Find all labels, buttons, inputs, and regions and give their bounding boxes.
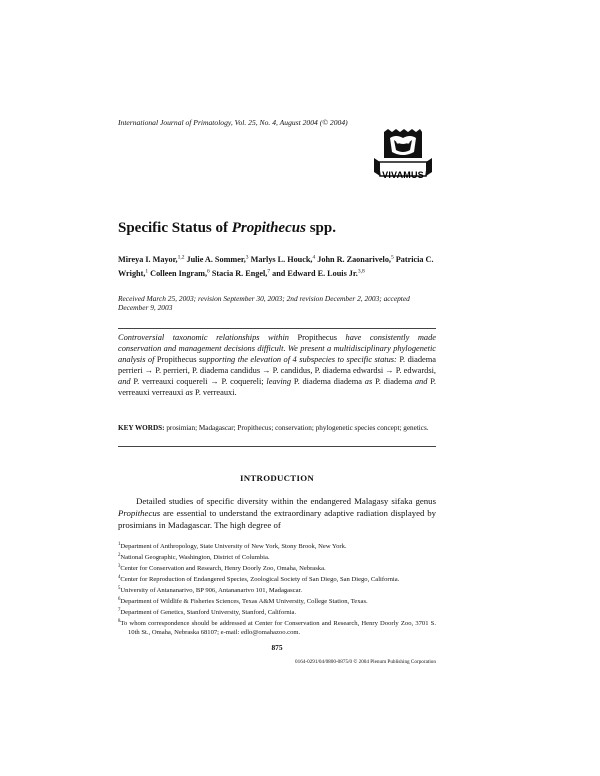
author: Julie A. Sommer,$^3$ [186,254,249,264]
footnote: $^1$Department of Anthropology, State University of New York, Stony Brook, New York. [118,542,347,551]
vivamus-logo-text: VIVAMUS [382,170,424,180]
keywords-label: KEY WORDS: [118,424,165,432]
author-list [118,251,448,280]
author: Stacia R. Engel,$^7$ [211,268,271,279]
footnote: $^7$Department of Genetics, Stanford University, Stanford, California. [118,607,297,617]
abstract-bottom-rule [118,446,436,447]
footnote: $^4$Center for Reproduction of Endangered Species, Zoological Society of San Diego, San Diego, California. [118,574,400,584]
author: Patricia C. Wright,$^1$ [118,254,434,279]
author: Colleen Ingram,$^6$ [150,268,210,279]
abstract: Controversial taxonomic relationships within Propithecus have consistently made conservation and management decisions difficult. We present a multidisciplinary phylogenetic analysis of Propithecus supporting the elevation of 4 subspecies to specific status: P. diadema perrieri → P. perrieri, P. diadema candidus → P. candidus, P. diadema edwardsi → P. edwardsi, and P. verreauxi coquereli → P. coquereli; leaving P. diadema diadema as P. diadema and P. verreauxi verreauxi as P. verreauxi. [118,333,437,397]
copyright-line: 0164-0291/04/0800-0875/0 © 2004 Plenum Publishing Corporation [295,659,436,665]
received-dates: Received March 25, 2003; revision September 30, 2003; 2nd revision December 2, 2003; accepted December 9, 2003 [118,294,410,312]
footnote: $^6$Department of Wildlife & Fisheries Sciences, Texas A&M University, College Station, Texas. [118,596,368,606]
footnote: $^8$To whom correspondence should be addressed at Center for Conservation and Research, Henry Doorly Zoo, 3701 S. 10th St., Omaha, Nebraska 68107; e-mail: edlo@omahazoo.com. [118,618,436,636]
author: Marlys L. Houck,$^4$ [250,254,316,264]
author: and Edward E. Louis Jr.$^{3,8}$ [272,268,365,279]
introduction-paragraph: Detailed studies of specific diversity within the endangered Malagasy sifaka genus Propithecus are essential to understand the extraordinary adaptive radiation displayed by prosimians in Madagascar. The high degree of [118,496,436,530]
article-title: Specific Status of Propithecus spp. [118,220,336,236]
title-genus: Propithecus [231,220,306,236]
author: Mireya I. Mayor,$^{1,2}$ [118,254,185,264]
page-number: 875 [271,643,283,652]
footnote: $^5$University of Antananarivo, BP 906, Antananarivo 101, Madagascar. [118,585,303,595]
section-heading-introduction: INTRODUCTION [240,473,314,483]
abstract-top-rule [118,328,436,329]
author: John R. Zaonarivelo,$^5$ [317,254,394,264]
footnote: $^2$National Geographic, Washington, District of Columbia. [118,552,270,562]
keywords [118,424,436,433]
footnote: $^3$Center for Conservation and Research, Henry Doorly Zoo, Omaha, Nebraska. [118,563,326,573]
keywords-text: prosimian; Madagascar; Propithecus; conservation; phylogenetic species concept; genetics. [164,424,429,432]
journal-citation: International Journal of Primatology, Vol. 25, No. 4, August 2004 (© 2004) [118,118,348,127]
footnotes [118,541,436,638]
